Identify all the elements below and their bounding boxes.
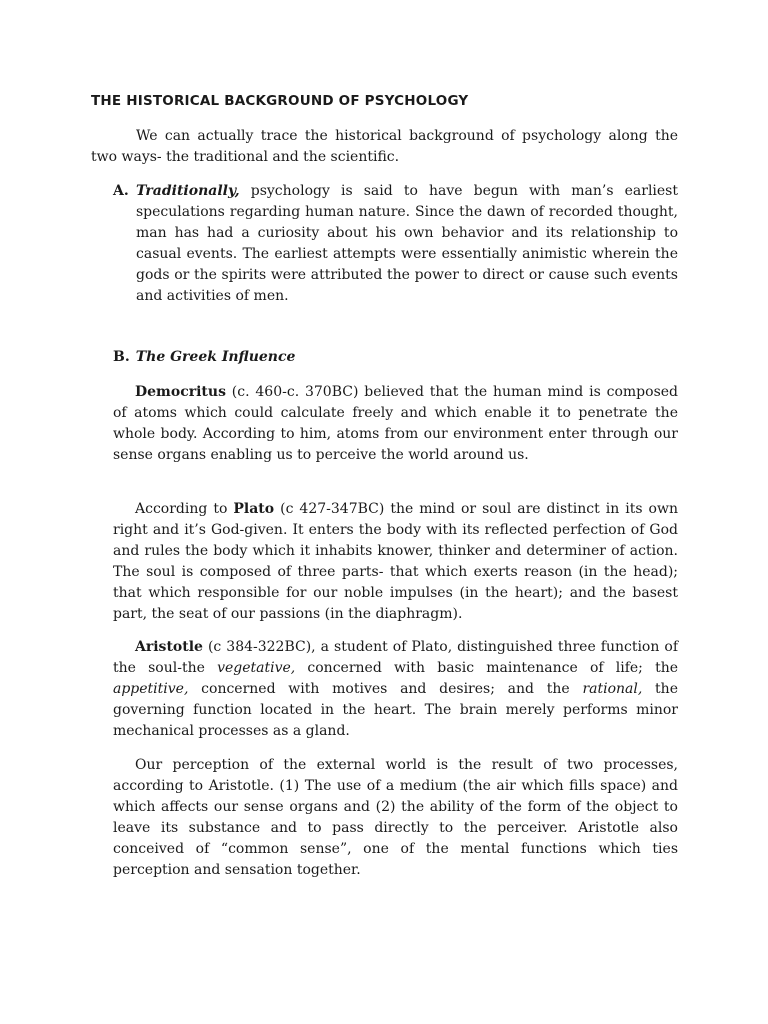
aristotle-term-vegetative: vegetative, (217, 659, 296, 676)
aristotle-paragraph (113, 637, 678, 742)
democritus-text: (c. 460-c. 370BC) believed that the human mind is composed of atoms which could calculate freely and which enable it to penetrate the whole body. According to him, atoms from our environment enter through our sense organs enabling us to perceive the world around us. (113, 384, 678, 463)
aristotle-term-rational: rational, (582, 680, 643, 697)
aristotle-text-4: the governing function located in the heart. The brain merely performs minor mechanical processes as a gland. (113, 680, 678, 739)
section-b-title: The Greek Influence (135, 349, 296, 365)
plato-paragraph (113, 499, 678, 624)
section-b-marker: B. (113, 349, 130, 365)
section-a-marker: A. (113, 183, 129, 199)
plato-pre: According to (135, 501, 234, 517)
aristotle-name: Aristotle (135, 639, 203, 655)
plato-text: (c 427-347BC) the mind or soul are distinct in its own right and it’s God-given. It enters the body with its reflected perfection of God and rules the body which it inhabits knower, thinker and determiner of action. The soul is composed of three parts- that which exerts reason (in the head); that which responsible for our noble impulses (in the heart); and the basest part, the seat of our passions (in the diaphragm). (113, 501, 678, 622)
aristotle-text-1: (c 384-322BC), a student of Plato, distinguished three function of the soul-the (113, 639, 678, 676)
document-title: THE HISTORICAL BACKGROUND OF PSYCHOLOGY (91, 93, 469, 109)
perception-paragraph: Our perception of the external world is the result of two processes, according to Aristotle. (1) The use of a medium (the air which fills space) and which affects our sense organs and (2) the ability of the form of the object to leave its substance and to pass directly to the perceiver. Aristotle also conceived of “common sense”, one of the mental functions which ties perception and sensation together. (113, 757, 678, 878)
section-a-paragraph (136, 181, 678, 306)
aristotle-text-2: concerned with basic maintenance of life; the (295, 659, 678, 676)
democritus-name: Democritus (135, 384, 226, 400)
intro-paragraph: We can actually trace the historical background of psychology along the two ways- the traditional and the scientific. (91, 128, 678, 165)
aristotle-text-3: concerned with motives and desires; and the (188, 680, 583, 697)
section-a-text: psychology is said to have begun with man’s earliest speculations regarding human nature. Since the dawn of recorded thought, man has had a curiosity about his own behavior and its relationship to casual events. The earliest attempts were essentially animistic wherein the gods or the spirits were attributed the power to direct or cause such events and activities of men. (136, 183, 678, 304)
aristotle-term-appetitive: appetitive, (113, 680, 189, 697)
section-a-lead: Traditionally, (136, 183, 240, 199)
section-b-heading (113, 347, 295, 368)
plato-name: Plato (233, 501, 275, 517)
democritus-paragraph (113, 382, 678, 466)
